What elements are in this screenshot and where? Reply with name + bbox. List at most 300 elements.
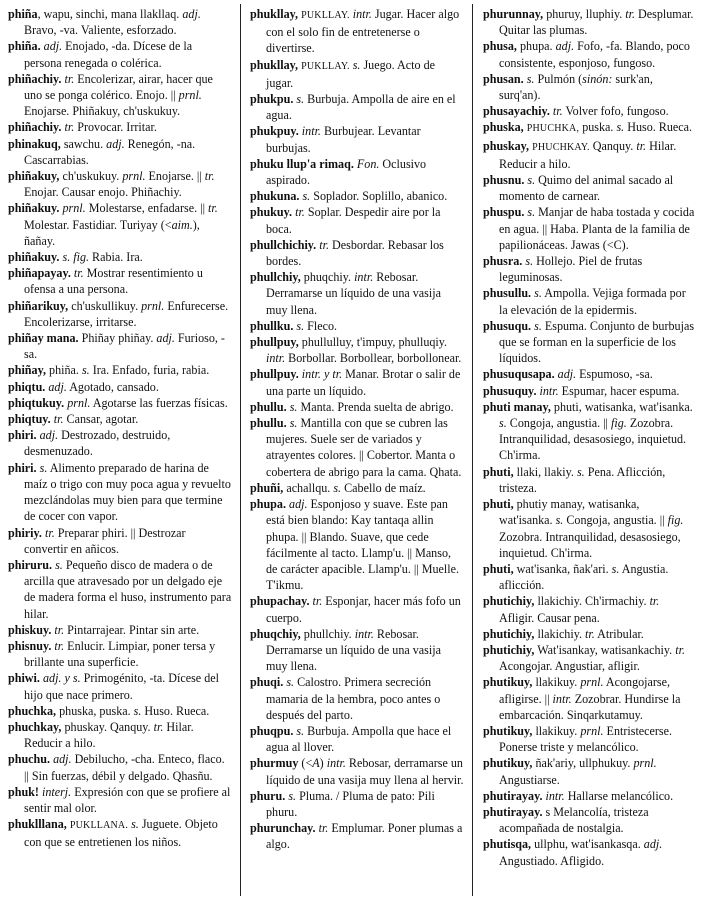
entry-grammar-label: adj. xyxy=(643,837,663,852)
entry-text: llakichiy. xyxy=(534,626,586,641)
entry-grammar-label: prnl. xyxy=(67,395,91,410)
entry-text: Agotarse las fuerzas físicas. xyxy=(90,395,228,410)
entry-text: Fleco. xyxy=(304,318,338,333)
entry-text: Molestar. Fastidiar. Turiyay (< xyxy=(24,217,172,232)
entry-text: Pequeño disco de madera o de arcilla que atravesado por un delgado eje de madera forma el huso, instrumento para hilar. xyxy=(24,557,232,621)
entry-headword: phuqchiy, xyxy=(250,626,301,641)
entry-text: Rabia. Ira. xyxy=(89,250,143,265)
entry-headword: phutichiy, xyxy=(483,642,535,657)
dictionary-entry xyxy=(483,399,695,464)
entry-headword: phiñarikuy, xyxy=(8,298,69,313)
dictionary-entry xyxy=(483,755,695,787)
entry-headword: phiskuy. xyxy=(8,622,52,637)
dictionary-entry xyxy=(8,460,232,525)
entry-text: phuska, puska. xyxy=(56,703,134,718)
dictionary-entry xyxy=(250,399,465,415)
entry-headword: phuti, xyxy=(483,497,514,512)
dictionary-entry xyxy=(8,784,232,816)
entry-text: Encolerizar, airar, hacer que uno se ponga colérico. Enojo. || xyxy=(24,71,213,103)
entry-headword: phusnu. xyxy=(483,173,525,188)
entry-text: Expresión con que se profiere al sentir mal olor. xyxy=(24,784,231,815)
entry-headword: phusa, xyxy=(483,39,517,54)
entry-headword: phiñachiy. xyxy=(8,120,62,135)
entry-headword: phuska, xyxy=(483,120,524,135)
entry-text: Pena. Aflicción, tristeza. xyxy=(499,464,666,495)
entry-headword: phutichiy, xyxy=(483,626,535,641)
entry-text: phutiy manay, watisanka, wat'isanka. xyxy=(499,497,640,528)
dictionary-entry xyxy=(483,674,695,723)
entry-headword: phutirayay. xyxy=(483,788,543,803)
entry-text: Oclusivo aspirado. xyxy=(266,156,427,188)
entry-grammar-label: adj. xyxy=(43,39,63,54)
entry-text: Rebosar. Derramarse un líquido de una vasija muy llena. xyxy=(266,626,441,674)
entry-grammar-label: sinón: xyxy=(582,71,613,86)
entry-text: Angustiarse. xyxy=(499,772,560,787)
entry-text: Bravo, -va. Valiente, esforzado. xyxy=(24,23,177,38)
entry-grammar-label: s. xyxy=(302,189,311,204)
entry-grammar-label: s. xyxy=(611,561,620,576)
dictionary-entry xyxy=(483,593,695,625)
entry-grammar-label: aim. xyxy=(171,217,193,232)
entry-text: Mostrar resentimiento u ofensa a una persona. xyxy=(24,266,203,297)
entry-headword: phurunnay, xyxy=(483,7,544,21)
entry-grammar-label: s. xyxy=(286,675,295,690)
entry-text: Atribular. xyxy=(594,626,644,641)
entry-grammar-label: tr. xyxy=(64,120,75,135)
entry-grammar-label: tr. xyxy=(319,237,329,252)
entry-text: Enlucir. Limpiar, poner tersa y brillante una superficie. xyxy=(24,638,216,670)
entry-grammar-label: intr. xyxy=(266,351,286,366)
entry-grammar-label: intr. xyxy=(539,383,559,398)
dictionary-entry xyxy=(8,525,232,557)
entry-headword: phurmuy xyxy=(250,756,299,771)
entry-grammar-label: s. xyxy=(534,286,542,301)
entry-grammar-label: intr. xyxy=(352,7,372,21)
entry-text: s Melancolía, tristeza acompañada de nostalgia. xyxy=(499,804,649,836)
entry-text: phullchiy. xyxy=(300,626,355,641)
dictionary-entry xyxy=(483,626,695,642)
entry-grammar-label: prnl. xyxy=(178,88,202,103)
entry-grammar-label: s. xyxy=(527,173,536,188)
entry-text: Primogénito, -ta. Dícese del hijo que nace primero. xyxy=(24,671,219,702)
entry-text: Manar. Brotar o salir de una parte un líquido. xyxy=(266,367,461,398)
entry-headword: phiñay, xyxy=(8,363,46,378)
dictionary-entry xyxy=(483,366,695,382)
entry-text: Hilar. Reducir a hilo. xyxy=(24,719,194,751)
entry-headword: phuqpu. xyxy=(250,723,294,738)
entry-grammar-label: tr. xyxy=(204,169,215,184)
entry-headword: phusuqu. xyxy=(483,318,532,333)
entry-headword: phiri. xyxy=(8,460,37,475)
entry-text: achallqu. xyxy=(283,480,334,495)
entry-grammar-label: s. xyxy=(576,464,585,479)
entry-headword: phinakuq, xyxy=(8,136,61,151)
entry-headword: phullu. xyxy=(250,399,287,414)
dictionary-entry xyxy=(250,156,465,188)
dictionary-entry xyxy=(8,719,232,751)
entry-text: Cansar, agotar. xyxy=(63,412,139,427)
entry-grammar-label: tr. xyxy=(53,412,64,427)
entry-variant-smallcaps: PUKLLAY. xyxy=(301,10,350,21)
dictionary-entry xyxy=(483,642,695,674)
entry-grammar-label: tr. xyxy=(318,821,329,836)
entry-headword: phiqtukuy. xyxy=(8,395,65,410)
entry-grammar-label: adj. xyxy=(555,39,575,54)
entry-text: Burbuja. Ampolla que hace el agua al llover. xyxy=(266,723,452,755)
entry-headword: phullpuy. xyxy=(250,367,299,382)
entry-text: Huso. Rueca. xyxy=(624,120,693,135)
entry-text: Molestarse, enfadarse. || xyxy=(85,201,209,216)
entry-text: Zozobra. Intranquilidad, desasosiego, inquietud. Ch'irma. xyxy=(499,529,681,560)
entry-text: ), ñañay. xyxy=(24,217,200,248)
dictionary-entry xyxy=(8,38,232,70)
entry-headword: phiqtuy. xyxy=(8,412,51,427)
entry-text: Wat'isankay, watisankachiy. xyxy=(534,642,676,657)
entry-headword: phuku llup'a rimaq. xyxy=(250,156,354,171)
entry-text: Entristecerse. Ponerse triste y melancólico. xyxy=(499,723,673,755)
entry-grammar-label: s. xyxy=(534,318,542,333)
dictionary-entry xyxy=(8,362,232,378)
entry-text: Zozobra. Intranquilidad, desasosiego, inquietud. Ch'irma. xyxy=(499,416,687,463)
entry-text: Huso. Rueca. xyxy=(141,703,210,718)
dictionary-entry xyxy=(483,285,695,317)
entry-text: Qanquy. xyxy=(589,138,637,153)
entry-text: Debilucho, -cha. Enteco, flaco. || Sin fuerzas, débil y delgado. Qhasñu. xyxy=(24,752,225,783)
entry-headword: phukpu. xyxy=(250,92,294,107)
entry-headword: phusuquy. xyxy=(483,383,537,398)
entry-headword: phiñakuy. xyxy=(8,201,60,216)
dictionary-entry xyxy=(250,480,465,496)
dictionary-entry xyxy=(250,366,465,398)
dictionary-entry xyxy=(250,788,465,820)
entry-grammar-label: tr. xyxy=(295,205,305,220)
entry-text: wat'isanka, ñak'ari. xyxy=(513,561,612,576)
entry-headword: phuti, xyxy=(483,561,514,576)
entry-text: llakikuy. xyxy=(532,723,581,738)
entry-headword: phuchkay, xyxy=(8,719,62,734)
entry-grammar-label: adj. xyxy=(289,497,308,512)
dictionary-entry xyxy=(483,204,695,253)
entry-grammar-label: A xyxy=(312,756,320,771)
entry-text: Manjar de haba tostada y cocida en agua. || Haba. Planta de la familia de papilionáceas. Jawas (<C). xyxy=(499,205,695,252)
dictionary-entry xyxy=(250,674,465,723)
dictionary-entry xyxy=(483,561,695,593)
dictionary-entry xyxy=(8,168,232,200)
entry-grammar-label: s. xyxy=(499,416,507,431)
entry-grammar-label: tr. xyxy=(625,7,636,21)
entry-grammar-label: adj. xyxy=(53,752,72,767)
entry-text: phupa. xyxy=(516,39,556,54)
dictionary-entry xyxy=(483,38,695,70)
dictionary-entry xyxy=(250,755,465,787)
dictionary-entry xyxy=(8,395,232,411)
entry-grammar-label: adj. xyxy=(48,379,67,394)
entry-grammar-label: intr. xyxy=(545,788,565,803)
entry-headword: phukllay, xyxy=(250,7,299,21)
dictionary-entry xyxy=(250,204,465,236)
entry-grammar-label: prnl. xyxy=(580,723,604,738)
entry-grammar-label: s. xyxy=(131,817,139,832)
entry-text: Preparar phiri. || Destrozar convertir en añicos. xyxy=(24,525,186,556)
entry-text: Hilar. Reducir a hilo. xyxy=(499,138,677,171)
entry-headword: phukllay, xyxy=(250,57,299,72)
dictionary-entry xyxy=(483,788,695,804)
entry-grammar-label: s. fig. xyxy=(62,250,90,265)
entry-text: Fofo, -fa. Blando, poco consistente, esponjoso, fungoso. xyxy=(499,39,690,70)
entry-text: Destrozado, destruido, desmenuzado. xyxy=(24,428,171,459)
entry-headword: phusuqusapa. xyxy=(483,367,555,382)
entry-text: Jugar. Hacer algo con el solo fin de entretenerse o divertirse. xyxy=(266,7,460,56)
dictionary-entry xyxy=(483,383,695,399)
entry-headword: phupachay. xyxy=(250,594,310,609)
entry-headword: phurunchay. xyxy=(250,821,316,836)
entry-text: Enojado, -da. Dícese de la persona renegada o colérica. xyxy=(24,39,193,70)
entry-headword: phutikuy, xyxy=(483,756,533,771)
entry-grammar-label: adj. xyxy=(39,428,59,443)
entry-grammar-label: s. xyxy=(39,460,48,475)
dictionary-entry xyxy=(8,71,232,120)
entry-grammar-label: s. xyxy=(296,723,305,738)
entry-headword: phiñakuy, xyxy=(8,169,60,184)
dictionary-entry xyxy=(250,269,465,318)
entry-grammar-label: s. xyxy=(526,71,535,86)
entry-grammar-label: tr. xyxy=(208,201,218,216)
dictionary-entry xyxy=(8,751,232,783)
dictionary-entry xyxy=(8,703,232,719)
entry-text: Provocar. Irritar. xyxy=(74,120,157,135)
entry-headword: phukpuy. xyxy=(250,124,299,139)
entry-text: ch'uskukuy. xyxy=(59,169,123,184)
entry-text: Espuma. Conjunto de burbujas que se forman en la superficie de los líquidos. xyxy=(499,318,695,366)
entry-grammar-label: tr. xyxy=(153,719,164,734)
dictionary-entry xyxy=(8,6,232,38)
dictionary-entry xyxy=(8,119,232,135)
entry-text: Enojarse. Phiñakuy, ch'uskukuy. xyxy=(24,104,181,119)
entry-headword: phiruru. xyxy=(8,557,53,572)
entry-text: Burbuja. Ampolla de aire en el agua. xyxy=(266,92,456,123)
dictionary-entry xyxy=(483,253,695,285)
entry-text: Soplar. Despedir aire por la boca. xyxy=(266,205,441,236)
entry-text: Enfurecerse. Encolerizarse, irritarse. xyxy=(24,298,229,329)
entry-grammar-label: s. xyxy=(333,480,342,495)
dictionary-entry xyxy=(8,557,232,622)
dictionary-entry xyxy=(483,6,695,38)
dictionary-entry xyxy=(8,136,232,168)
entry-text: ch'uskullikuy. xyxy=(68,298,142,313)
entry-headword: phupa. xyxy=(250,497,286,512)
entry-grammar-label: tr. xyxy=(54,638,65,653)
entry-headword: phuspu. xyxy=(483,205,525,220)
entry-text: Pluma. / Pluma de pato: Pili phuru. xyxy=(266,788,435,819)
entry-headword: phiñapayay. xyxy=(8,266,71,281)
entry-text: Calostro. Primera secreción mamaria de la hembra, poco antes o después del parto. xyxy=(266,675,441,722)
entry-text: Manta. Prenda suelta de abrigo. xyxy=(297,399,454,414)
dictionary-entry xyxy=(483,464,695,496)
entry-grammar-label: tr. xyxy=(64,71,75,86)
entry-grammar-label: fig. xyxy=(611,416,627,431)
entry-headword: phutichiy, xyxy=(483,594,535,609)
dictionary-entry xyxy=(8,411,232,427)
entry-grammar-label: s. xyxy=(296,318,305,333)
entry-text: Rebosar. Derramarse un líquido de una vasija muy llena. xyxy=(266,270,441,317)
entry-headword: phutisqa, xyxy=(483,837,532,852)
entry-headword: phusullu. xyxy=(483,286,532,301)
entry-grammar-label: interj. xyxy=(41,784,72,799)
dictionary-entry xyxy=(250,723,465,755)
dictionary-entry xyxy=(8,622,232,638)
entry-headword: phiña xyxy=(8,7,38,21)
entry-grammar-label: adj. xyxy=(156,331,175,346)
dictionary-entry xyxy=(8,816,232,850)
entry-grammar-label: intr. xyxy=(326,756,346,771)
entry-text: ñak'ariy, ullphukuy. xyxy=(532,756,634,771)
dictionary-entry xyxy=(8,298,232,330)
dictionary-entry xyxy=(8,249,232,265)
entry-text: Hollejo. Piel de frutas leguminosas. xyxy=(499,254,643,285)
entry-grammar-label: tr. xyxy=(73,266,84,281)
dictionary-entry xyxy=(8,638,232,670)
dictionary-column-2 xyxy=(250,6,465,896)
entry-grammar-label: adj. xyxy=(106,136,125,151)
dictionary-entry xyxy=(250,6,465,57)
entry-grammar-label: Fon. xyxy=(356,156,380,171)
dictionary-entry xyxy=(8,379,232,395)
dictionary-entry xyxy=(250,237,465,269)
dictionary-entry xyxy=(483,723,695,755)
entry-text: Esponjoso y suave. Este pan está bien blando: Kay tantaqa allin phupa. || Blando. Suave, que cede fácilmente al tacto. Llamp'u. || Manso, de carácter apacible. Llamp'u. || Muelle. T'ikmu. xyxy=(266,497,460,593)
entry-headword: phusan. xyxy=(483,71,524,86)
entry-text: ullphu, wat'isankasqa. xyxy=(531,837,644,852)
entry-headword: phukuy. xyxy=(250,205,293,220)
dictionary-entry xyxy=(8,427,232,459)
entry-headword: phuñi, xyxy=(250,480,284,495)
entry-variant-smallcaps: PUKLLANA. xyxy=(69,820,129,832)
entry-text: llakikuy. xyxy=(532,675,581,690)
entry-grammar-label: s. xyxy=(289,399,298,414)
entry-text: sawchu. xyxy=(60,136,107,151)
entry-text: Enojar. Causar enojo. Phiñachiy. xyxy=(24,185,182,200)
entry-text: Borbollar. Borbollear, borbollonear. xyxy=(285,351,462,366)
entry-text: phuqchiy. xyxy=(300,270,355,285)
entry-headword: phuru. xyxy=(250,788,286,803)
entry-grammar-label: s. xyxy=(555,513,564,528)
entry-headword: phusra. xyxy=(483,254,523,269)
entry-text: Mantilla con que se cubren las mujeres. Suele ser de variados y atrayentes colores. || Cobertor. Manta o cobertera de abrigo para la cama. Qhata. xyxy=(266,416,462,479)
entry-grammar-label: intr. xyxy=(354,270,374,285)
dictionary-entry xyxy=(8,265,232,297)
entry-text: Desbordar. Rebasar los bordes. xyxy=(266,237,444,269)
entry-headword: phiwi. xyxy=(8,671,40,686)
entry-headword: phutikuy, xyxy=(483,675,533,690)
entry-grammar-label: s. xyxy=(296,92,305,107)
entry-text: Hallarse melancólico. xyxy=(564,788,674,803)
entry-headword: phuqi. xyxy=(250,675,284,690)
entry-grammar-label: adj. y s. xyxy=(42,671,81,686)
entry-headword: phiñay mana. xyxy=(8,331,79,346)
dictionary-entry xyxy=(483,138,695,172)
entry-headword: phullu. xyxy=(250,416,287,431)
entry-grammar-label: intr. xyxy=(301,124,321,139)
column-divider xyxy=(240,4,241,896)
entry-headword: phukuna. xyxy=(250,189,300,204)
entry-headword: phutikuy, xyxy=(483,723,533,738)
dictionary-column-3 xyxy=(483,6,695,896)
entry-text: (< xyxy=(298,756,313,771)
entry-headword: phiñakuy. xyxy=(8,250,60,265)
entry-text: Congoja, angustia. || xyxy=(506,416,612,431)
entry-text: Renegón, -na. Cascarrabias. xyxy=(24,136,196,167)
entry-grammar-label: prnl. xyxy=(580,675,604,690)
entry-grammar-label: fig. xyxy=(667,513,684,528)
entry-text: Quimo del animal sacado al momento de carnear. xyxy=(499,173,674,204)
dictionary-entry xyxy=(250,91,465,123)
dictionary-entry xyxy=(483,172,695,204)
entry-text: Enojarse. || xyxy=(145,169,205,184)
entry-headword: phuti, xyxy=(483,464,514,479)
entry-text: Agotado, cansado. xyxy=(66,379,159,394)
dictionary-entry xyxy=(250,57,465,91)
entry-grammar-label: s. xyxy=(352,57,361,72)
dictionary-entry xyxy=(483,836,695,868)
dictionary-entry xyxy=(250,496,465,593)
dictionary-entry xyxy=(250,188,465,204)
entry-grammar-label: s. xyxy=(288,788,297,803)
entry-text: Alimento preparado de harina de maíz o trigo con muy poca agua y revuelto mezclándolas muy bien para que termine de cocer con vapor. xyxy=(24,460,231,524)
dictionary-entry xyxy=(483,71,695,103)
entry-grammar-label: tr. xyxy=(312,594,323,609)
entry-text: llakichiy. Ch'irmachiy. xyxy=(534,594,650,609)
entry-headword: phiqtu. xyxy=(8,379,46,394)
entry-text: Desplumar. Quitar las plumas. xyxy=(499,7,694,38)
dictionary-entry xyxy=(250,334,465,366)
entry-headword: phuskay, xyxy=(483,138,530,153)
entry-headword: phisnuy. xyxy=(8,638,52,653)
entry-text: Ira. Enfado, furia, rabia. xyxy=(89,363,210,378)
entry-grammar-label: tr. xyxy=(54,622,65,637)
entry-text: Acongojar. Angustiar, afligir. xyxy=(499,659,640,674)
entry-grammar-label: s. xyxy=(289,416,298,431)
entry-grammar-label: s. xyxy=(55,557,63,572)
entry-grammar-label: s. xyxy=(616,120,625,135)
dictionary-entry xyxy=(8,200,232,249)
entry-grammar-label: intr. xyxy=(354,626,374,641)
entry-text: Angustiado. Afligido. xyxy=(499,853,605,868)
entry-text: Afligir. Causar pena. xyxy=(499,610,600,625)
entry-headword: phiña. xyxy=(8,39,41,54)
entry-text: phiña. xyxy=(46,363,82,378)
entry-variant-smallcaps: PHUCHKAY. xyxy=(532,141,590,153)
dictionary-entry xyxy=(483,119,695,137)
entry-headword: phuklllana, xyxy=(8,817,67,832)
entry-text: Espumoso, -sa. xyxy=(576,367,653,382)
entry-text: Congoja, angustia. || xyxy=(563,513,668,528)
entry-text: Cabello de maíz. xyxy=(341,480,426,495)
dictionary-entry xyxy=(483,804,695,836)
entry-text: Burbujear. Levantar burbujas. xyxy=(266,124,421,155)
entry-grammar-label: intr. xyxy=(552,691,572,706)
entry-variant-smallcaps: PHUCHKA, xyxy=(526,123,580,135)
entry-text: phuti, watisanka, wat'isanka. xyxy=(550,399,693,414)
entry-text: Juego. Acto de jugar. xyxy=(266,57,436,90)
entry-headword: phullchichiy. xyxy=(250,237,317,252)
entry-variant-smallcaps: PUKLLAY. xyxy=(301,60,350,72)
entry-grammar-label: s. xyxy=(527,205,536,220)
entry-headword: phuk! xyxy=(8,784,39,799)
entry-text: Ampolla. Vejiga formada por la elevación de la epidermis. xyxy=(499,286,686,317)
entry-text: Volver fofo, fungoso. xyxy=(562,104,669,119)
dictionary-entry xyxy=(483,318,695,367)
entry-headword: phuti manay, xyxy=(483,399,551,414)
